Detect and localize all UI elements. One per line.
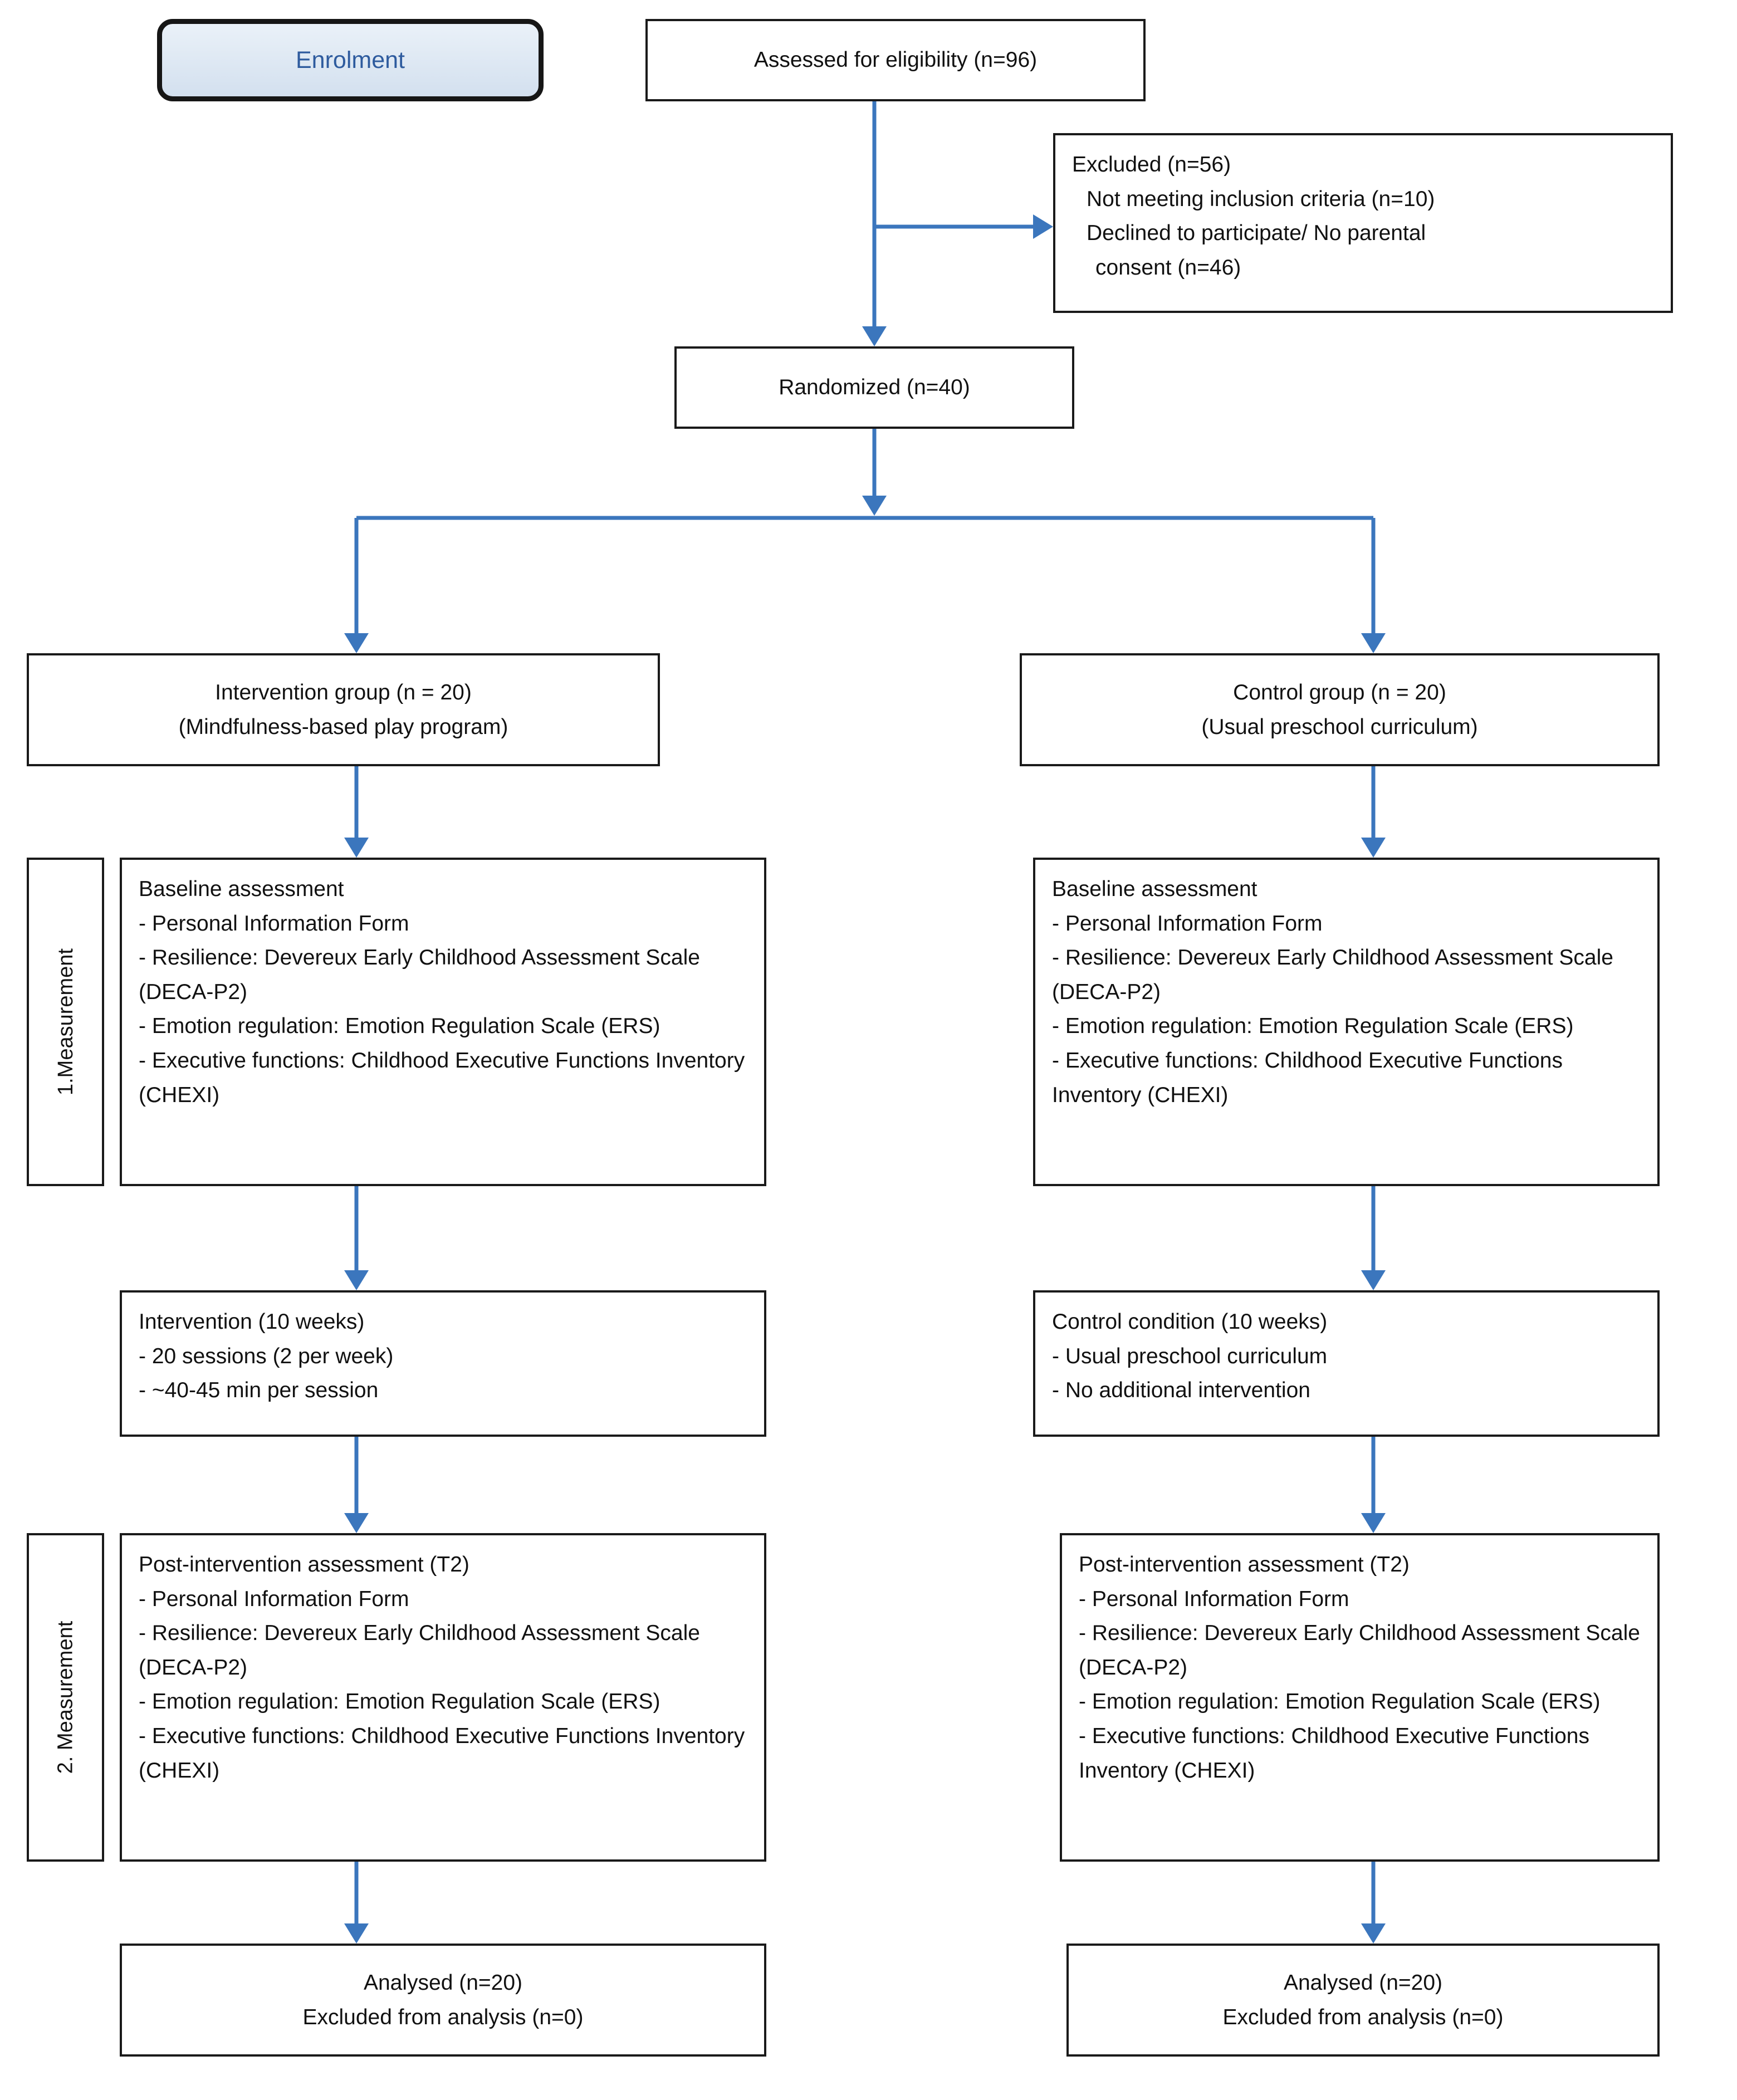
excluded-reason: consent (n=46): [1095, 255, 1241, 280]
intervention-group-box: [27, 653, 660, 766]
excluded-reason: Declined to participate/ No parental: [1087, 221, 1426, 246]
excluded-title: Excluded (n=56): [1072, 153, 1231, 177]
baseline-right-item: - Emotion regulation: Emotion Regulation Scale (ERS): [1052, 1014, 1574, 1039]
assessed-box: [645, 19, 1146, 101]
post-right-item: - Resilience: Devereux Early Childhood Assessment Scale (DECA-P2): [1079, 1621, 1640, 1680]
control-condition-box: [1033, 1290, 1660, 1437]
measurement2-sidebar: [27, 1533, 104, 1862]
arrow-intervention-to-post: [344, 1437, 369, 1533]
randomized-box: [674, 346, 1074, 429]
arrow-post-to-analysed-left: [344, 1862, 369, 1944]
post-left-box: [120, 1533, 766, 1862]
intervention-item: - 20 sessions (2 per week): [139, 1344, 394, 1368]
control-group-box: [1020, 653, 1660, 766]
analysed-left-box: [120, 1944, 766, 2057]
baseline-right-title: Baseline assessment: [1052, 877, 1258, 901]
analysed-right-line2: Excluded from analysis (n=0): [1222, 2005, 1504, 2029]
post-right-item: - Personal Information Form: [1079, 1587, 1349, 1611]
control-group-line2: (Usual preschool curriculum): [1201, 714, 1478, 739]
analysed-right-line1: Analysed (n=20): [1283, 1970, 1443, 1995]
analysed-right-box: [1066, 1944, 1660, 2057]
control-condition-item: - No additional intervention: [1052, 1378, 1310, 1403]
post-left-item: - Emotion regulation: Emotion Regulation Scale (ERS): [139, 1690, 660, 1714]
arrow-control-condition-to-post: [1361, 1437, 1386, 1533]
post-right-title: Post-intervention assessment (T2): [1079, 1553, 1410, 1577]
measurement2-label: 2. Measurement: [53, 1621, 77, 1774]
baseline-right-box: [1033, 858, 1660, 1186]
arrow-baseline-to-intervention: [344, 1186, 369, 1290]
post-left-item: - Executive functions: Childhood Executive Functions Inventory (CHEXI): [139, 1724, 745, 1783]
arrow-split-to-control-group: [1361, 518, 1386, 653]
measurement1-label: 1.Measurement: [53, 948, 77, 1096]
arrow-assessed-to-randomized: [862, 101, 887, 346]
baseline-left-item: - Emotion regulation: Emotion Regulation Scale (ERS): [139, 1014, 660, 1039]
arrow-baseline-to-control-condition: [1361, 1186, 1386, 1290]
baseline-left-item: - Resilience: Devereux Early Childhood Assessment Scale (DECA-P2): [139, 946, 700, 1004]
baseline-left-item: - Personal Information Form: [139, 911, 409, 936]
control-condition-title: Control condition (10 weeks): [1052, 1310, 1328, 1334]
baseline-left-item: - Executive functions: Childhood Executive Functions Inventory (CHEXI): [139, 1049, 745, 1107]
baseline-left-title: Baseline assessment: [139, 877, 344, 901]
post-left-item: - Personal Information Form: [139, 1587, 409, 1611]
post-right-item: - Executive functions: Childhood Executive Functions Inventory (CHEXI): [1079, 1724, 1589, 1783]
post-right-item: - Emotion regulation: Emotion Regulation Scale (ERS): [1079, 1690, 1601, 1714]
measurement1-sidebar: [27, 858, 104, 1186]
analysed-left-line1: Analysed (n=20): [363, 1970, 523, 1995]
intervention-group-line1: Intervention group (n = 20): [215, 680, 472, 704]
intervention-group-line2: (Mindfulness-based play program): [178, 714, 508, 739]
intervention-item: - ~40-45 min per session: [139, 1378, 379, 1403]
arrow-post-to-analysed-right: [1361, 1862, 1386, 1944]
excluded-reason: Not meeting inclusion criteria (n=10): [1087, 187, 1435, 211]
randomized-text: Randomized (n=40): [779, 375, 970, 400]
post-right-box: [1060, 1533, 1660, 1862]
intervention-title: Intervention (10 weeks): [139, 1310, 365, 1334]
arrow-branch-to-excluded: [874, 214, 1053, 239]
baseline-right-item: - Resilience: Devereux Early Childhood Assessment Scale (DECA-P2): [1052, 946, 1613, 1004]
baseline-right-item: - Executive functions: Childhood Executive Functions Inventory (CHEXI): [1052, 1049, 1563, 1107]
baseline-left-box: [120, 858, 766, 1186]
enrolment-badge: [157, 19, 544, 101]
post-left-title: Post-intervention assessment (T2): [139, 1553, 469, 1577]
control-condition-item: - Usual preschool curriculum: [1052, 1344, 1328, 1368]
post-left-item: - Resilience: Devereux Early Childhood Assessment Scale (DECA-P2): [139, 1621, 700, 1680]
control-group-line1: Control group (n = 20): [1233, 680, 1446, 704]
analysed-left-line2: Excluded from analysis (n=0): [302, 2005, 584, 2029]
enrolment-label: Enrolment: [296, 46, 405, 74]
assessed-text: Assessed for eligibility (n=96): [753, 48, 1038, 72]
arrow-randomized-to-split: [356, 429, 1373, 518]
excluded-box: [1053, 133, 1673, 313]
arrow-split-to-intervention-group: [344, 518, 369, 653]
baseline-right-item: - Personal Information Form: [1052, 911, 1323, 936]
arrow-control-group-to-baseline: [1361, 766, 1386, 858]
arrow-intervention-group-to-baseline: [344, 766, 369, 858]
intervention-box: [120, 1290, 766, 1437]
